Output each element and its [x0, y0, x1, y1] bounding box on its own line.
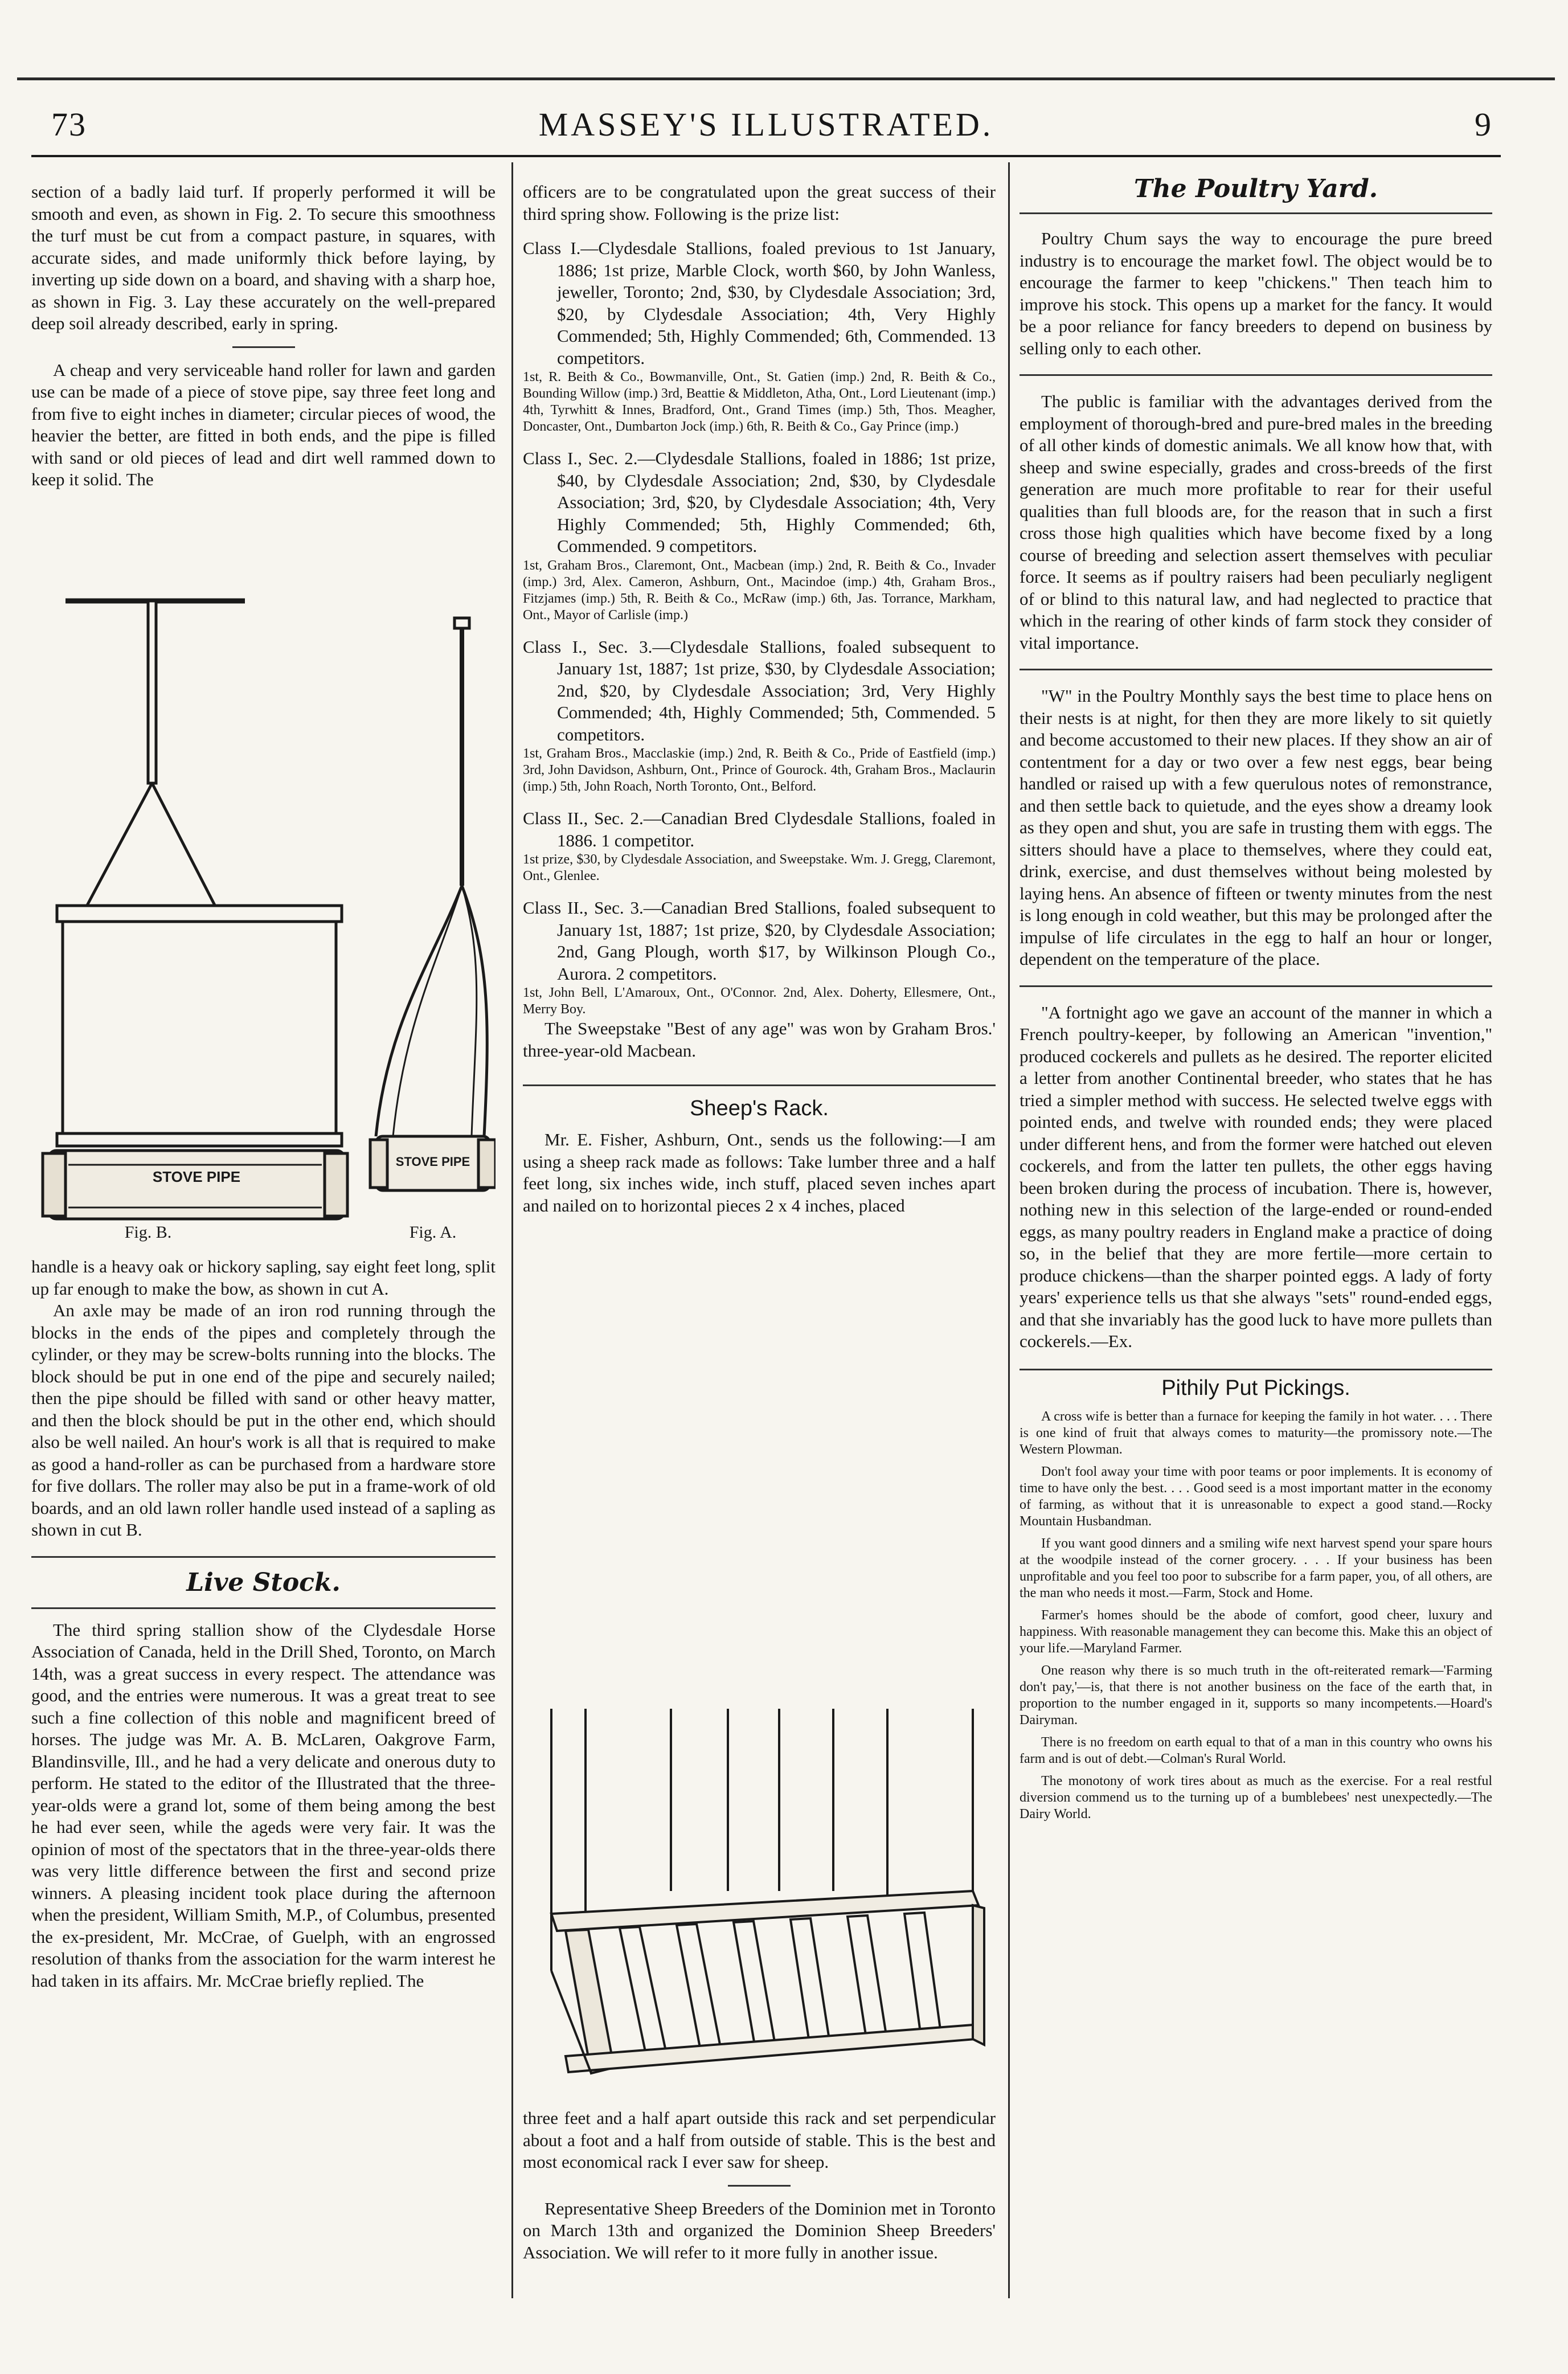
setting-hens-paragraph: "W" in the Poultry Monthly says the best time to place hens on their nests is at night, for then they are more likely to sit quietly and become accustomed to their new places. If they show an air of contentment for a day or two over a few nest eggs, bear being handled or raised up with a few querulous notes of remonstrance, and then settle back to quietude, and the eyes show a dreamy look as they open and shut, you are safe in trusting them with eggs. The sitters should have a place to themselves, where they could eat, drink, exercise, and dust themselves without being molested by laying hens. An absence of fifteen or twenty minutes from the nest is long enough in cold weather, but this may be prolonged after the impulse of life circulates in the egg to half an hour or longer, dependent on the temperature of the place. — [1020, 686, 1492, 969]
page-header — [34, 105, 1498, 145]
masthead-title: MASSEY'S ILLUSTRATED. — [538, 106, 994, 143]
class-2-sec-3-winners: 1st, John Bell, L'Amaroux, Ont., O'Connor. 2nd, Alex. Doherty, Ellesmere, Ont., Merry Boy. — [523, 985, 996, 1017]
sheep-rack-paragraph: Mr. E. Fisher, Ashburn, Ont., sends us the following:—I am using a sheep rack made as follows: Take lumber three and a half feet long, six inches wide, inch stuff, placed seven inches apart and nailed on to horizontal pieces 2 x 4 inches, placed — [523, 1129, 996, 1215]
fig-a-stove-pipe-label: STOVE PIPE — [395, 1155, 470, 1169]
fig-a-caption: Fig. A. — [409, 1223, 457, 1242]
page-number: 9 — [1475, 106, 1492, 143]
class-1-winners: 1st, R. Beith & Co., Bowmanville, Ont., St. Gatien (imp.) 2nd, R. Beith & Co., Bounding Willow (imp.) 3rd, Beattie & Middleton, Atha, Ont., Lord Lieutenant (imp.) 4th, Tyrwhitt & Innes, Bradford, Ont., Grand Times (imp.) 5th, Thos. Meagher, Doncaster, Ont., Dumbarton Jock (imp.) 6th, R. Beith & Co., Gay Prince (imp.) — [523, 370, 996, 434]
sheep-breeders-paragraph: Representative Sheep Breeders of the Dominion met in Toronto on March 13th and organized the Dominion Sheep Breeders' Association. We will refer to it more fully in another issue. — [523, 2198, 996, 2262]
section-rule — [1020, 374, 1492, 376]
class-1-sec-3-winners: 1st, Graham Bros., Macclaskie (imp.) 2nd, R. Beith & Co., Pride of Eastfield (imp.) 3rd, John Davidson, Ashburn, Ont., Prince of Gourock. 4th, Graham Bros., Maclaurin (imp.) 5th, John Roach, North Toronto, Ont., Belford. — [523, 746, 996, 794]
picking-2: Don't fool away your time with poor teams or poor implements. It is economy of time to have only the best. . . . Good seed is a most important matter in the economy of farming, as without that it is unreasonable to expect a good stand.—Rocky Mountain Husbandman. — [1020, 1464, 1492, 1529]
fig-b-caption: Fig. B. — [124, 1223, 172, 1242]
class-1-entry: Class I.—Clydesdale Stallions, foaled previous to 1st January, 1886; 1st prize, Marble Clock, worth $60, by John Wanless, jeweller, Toronto; 2nd, $30, by Clydesdale Association; 3rd, $20, by Clydesdale Association; 4th, Very Highly Commended; 5th, Highly Commended; 6th, Commended. 13 competitors. — [523, 238, 996, 368]
handle-paragraph: handle is a heavy oak or hickory sapling, say eight feet long, split up far enough to make the bow, as shown in cut A. — [31, 1256, 496, 1299]
picking-1: A cross wife is better than a furnace for keeping the family in hot water. . . . There is one kind of fruit that always comes to maturity—the promissory note.—The Western Plowman. — [1020, 1409, 1492, 1457]
officers-paragraph: officers are to be congratulated upon the great success of their third spring show. Following is the prize list: — [523, 182, 996, 224]
pithily-put-pickings-heading: Pithily Put Pickings. — [1161, 1376, 1350, 1400]
picking-7: The monotony of work tires about as much as the exercise. For a real restful diversion commend us to the turning up of a bumblebees' nest unexpectedly.—The Dairy World. — [1020, 1773, 1492, 1822]
class-1-sec-2-winners: 1st, Graham Bros., Claremont, Ont., Macbean (imp.) 2nd, R. Beith & Co., Invader (imp.) 3rd, Alex. Cameron, Ashburn, Ont., Macindoe (imp.) 4th, Graham Bros., Fitzjames (imp.) 5th, R. Beith & Co., McRaw (imp.) 6th, Jas. Torrance, Markham, Ont., Mayor of Carlisle (imp.) — [523, 558, 996, 623]
sheep-rack-continued: three feet and a half apart outside this rack and set perpendicular about a foot and a half from outside of stable. This is the best and most economical rack I ever saw for sheep. — [523, 2108, 996, 2172]
column-divider-1 — [511, 162, 513, 2298]
class-2-sec-2-winners: 1st prize, $30, by Clydesdale Association, and Sweepstake. Wm. J. Gregg, Claremont, Ont., Glenlee. — [523, 852, 996, 883]
egg-shape-paragraph: "A fortnight ago we gave an account of the manner in which a French poultry-keeper, by following an American "invention," produced cockerels and pullets as he desired. The reporter elicited a letter from another Continental breeder, who states that he has tried a simpler method with success. He selected twelve eggs with pointed ends, and twelve with rounded ends; they were placed under different hens, and from the former were hatched out eleven cockerels, and from the latter ten pullets, the other eggs having been broken during the process of incubation. There is, however, nothing new in this selection of the large-ended or round-ended eggs, as many poultry readers in England make a practice of doing so, in the belief that they are more fertile—more certain to produce chickens—than the sharper pointed eggs. A lady of forty years' experience tells us that she always "sets" round-ended eggs, and that she invariably has the good luck to have more pullets than cockerels.—Ex. — [1020, 1002, 1492, 1351]
sheeps-rack-heading: Sheep's Rack. — [690, 1096, 829, 1120]
class-2-sec-3-entry: Class II., Sec. 3.—Canadian Bred Stallions, foaled subsequent to January 1st, 1887; 1st prize, $20, by Clydesdale Association; 2nd, Gang Plough, worth $17, by Wilkinson Plough Co., Aurora. 2 competitors. — [523, 898, 996, 984]
section-rule — [523, 1084, 996, 1086]
live-stock-heading: Live Stock. — [186, 1567, 341, 1597]
section-rule — [31, 1556, 496, 1558]
roller-paragraph: A cheap and very serviceable hand roller for lawn and garden use can be made of a piece of stove pipe, say three feet long and from five to eight inches in diameter; circular pieces of wood, the heavier the better, are fitted in both ends, and the pipe is filled with sand or old pieces of lead and dirt well rammed down to keep it solid. The — [31, 359, 496, 489]
thorough-bred-paragraph: The public is familiar with the advantages derived from the employment of thorough-bred and pure-bred males in the breeding of all other kinds of domestic animals. We all know how that, with sheep and swine especially, grades and cross-breeds of the first generation are much more profitable to rear for their useful qualities than full bloods are, for the reason that in such a first cross those high qualities which have become fixed by a long course of breeding and selection assert themselves with peculiar force. It seems as if poultry raisers had been peculiarly negligent of or blind to this natural law, and had neglected to practice that which in the rearing of other kinds of farm stock they consider of vital importance. — [1020, 391, 1492, 653]
issue-number: 73 — [51, 106, 87, 143]
section-rule — [1020, 985, 1492, 987]
column-3 — [1020, 171, 1492, 1823]
sweepstake-paragraph: The Sweepstake "Best of any age" was won by Graham Bros.' three-year-old Macbean. — [523, 1018, 996, 1061]
fig-b-stove-pipe-label: STOVE PIPE — [152, 1168, 241, 1185]
column-divider-2 — [1008, 162, 1010, 2298]
top-border — [17, 63, 1555, 80]
section-rule — [1020, 212, 1492, 214]
sheep-rack-illustration — [523, 1703, 996, 2096]
class-1-sec-3-entry: Class I., Sec. 3.—Clydesdale Stallions, foaled subsequent to January 1st, 1887; 1st prize, $30, by Clydesdale Association; 2nd, $20, by Clydesdale Association; 3rd, Very Highly Commended; 4th, Highly Commended; 5th, Commended. 5 competitors. — [523, 636, 996, 744]
column-2-lower — [523, 2107, 996, 2264]
separator — [728, 2185, 791, 2187]
section-rule — [1020, 669, 1492, 670]
poultry-chum-paragraph: Poultry Chum says the way to encourage the pure breed industry is to encourage the market fowl. The object would be to encourage the farmer to keep "chickens." Then teach him to improve his stock. This opens up a market for the fancy. It would be a poor reliance for fancy breeders to depend on business by selling only to each other. — [1020, 228, 1492, 358]
class-1-sec-2-entry: Class I., Sec. 2.—Clydesdale Stallions, foaled in 1886; 1st prize, $40, by Clydesdale Association; 2nd, $30, by Clydesdale Association; 3rd, $20, by Clydesdale Association; 4th, Very Highly Commended; 5th, Highly Commended; 6th, Commended. 9 competitors. — [523, 448, 996, 556]
column-2 — [523, 181, 996, 1217]
separator — [232, 346, 295, 348]
poultry-yard-heading: The Poultry Yard. — [1133, 174, 1378, 203]
picking-6: There is no freedom on earth equal to that of a man in this country who owns his farm and is out of debt.—Colman's Rural World. — [1020, 1734, 1492, 1766]
picking-5: One reason why there is so much truth in the oft-reiterated remark—'Farming don't pay,'—is, that there is not another business on the face of the earth that, in proportion to the number engaged in it, supports so many incompetents.—Hoard's Dairyman. — [1020, 1663, 1492, 1728]
header-rule — [31, 155, 1501, 157]
roller-figures — [34, 590, 496, 1242]
fig-b-drawing — [43, 601, 347, 1219]
picking-4: Farmer's homes should be the abode of comfort, good cheer, luxury and happiness. With reasonable management they can become this. Make this an object of your life.—Maryland Farmer. — [1020, 1607, 1492, 1656]
class-2-sec-2-entry: Class II., Sec. 2.—Canadian Bred Clydesdale Stallions, foaled in 1886. 1 competitor. — [523, 808, 996, 850]
column-1-lower — [31, 1256, 496, 1992]
column-1 — [31, 181, 496, 491]
section-rule — [31, 1607, 496, 1609]
stallion-show-paragraph: The third spring stallion show of the Clydesdale Horse Association of Canada, held in the Drill Shed, Toronto, on March 14th, was a great success in every respect. The attendance was good, and the entries were numerous. It was a great treat to see such a fine collection of this noble and magnificent breed of horses. The judge was Mr. A. B. McLaren, Oakgrove Farm, Blandinsville, Ill., and he had a very delicate and onerous duty to perform. He stated to the editor of the Illustrated that the three-year-olds were a grand lot, some of them being among the best he had ever seen, while the ageds were very fair. It was the opinion of most of the spectators that in the three-year-olds there was very little difference between the first and second prize winners. A pleasing incident took place during the afternoon when the president, William Smith, M.P., of Columbus, presented the ex-president, Mr. McCrae, of Guelph, with an engrossed resolution of thanks from the association for the warm interest he had taken in its affairs. Mr. McCrae briefly replied. The — [31, 1619, 496, 1991]
section-rule — [1020, 1369, 1492, 1370]
axle-paragraph: An axle may be made of an iron rod running through the blocks in the ends of the pipes and completely through the cylinder, or they may be screw-bolts running into the blocks. The block should be put in one end of the pipe and securely nailed; then the pipe should be filled with sand or other heavy matter, and then the block should be put in the other end, which should also be well nailed. An hour's work is all that is required to make as good a hand-roller as can be purchased from a hardware store for five dollars. The roller may also be put in a frame-work of old boards, and an old lawn roller handle used instead of a sapling as shown in cut B. — [31, 1300, 496, 1540]
sheep-rack-drawing — [551, 1709, 984, 2073]
fig-a-drawing — [370, 618, 496, 1190]
lawn-paragraph: section of a badly laid turf. If properly performed it will be smooth and even, as shown in Fig. 2. To secure this smoothness the turf must be cut from a compact pasture, in squares, with accurate sides, and made uniformly thick before laying, by inverting up side down on a board, and shaving with a sharp hoe, as shown in Fig. 3. Lay these accurately on the well-prepared deep soil already described, early in spring. — [31, 182, 496, 333]
picking-3: If you want good dinners and a smiling wife next harvest spend your spare hours at the woodpile instead of the corner grocery. . . . If your business has been unprofitable and you feel too poor to subscribe for a farm paper, you, of all others, are the man who needs it most.—Farm, Stock and Home. — [1020, 1536, 1492, 1601]
